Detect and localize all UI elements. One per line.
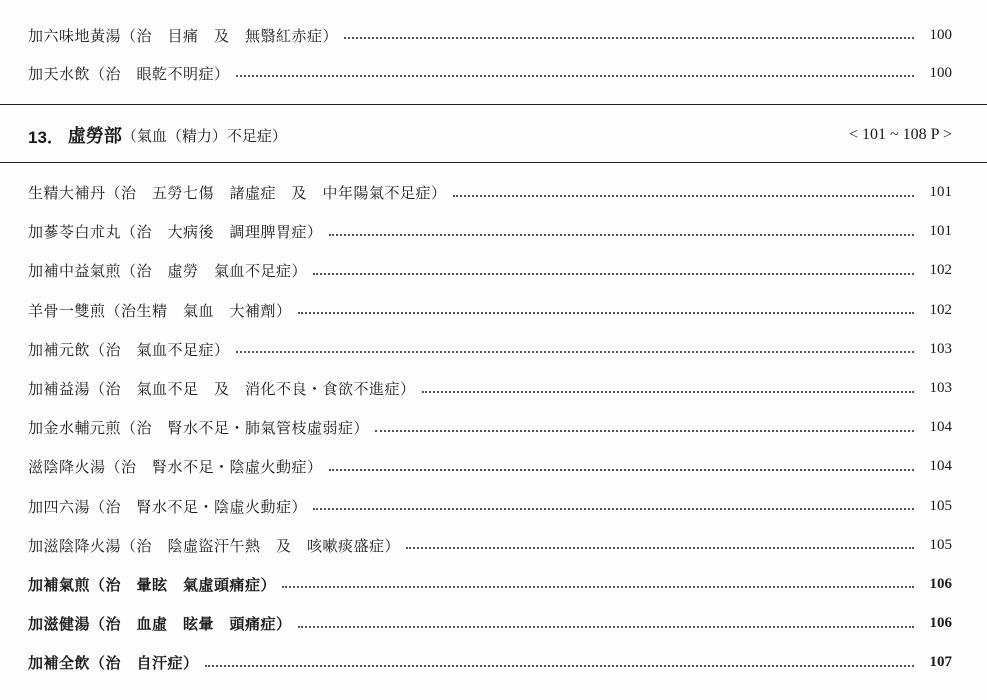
toc-entry-title: 羊骨一雙煎（治生精 氣血 大補劑） — [28, 301, 292, 320]
toc-dot-leader — [236, 351, 914, 353]
toc-entry — [28, 251, 952, 290]
section-name: 虛勞部 — [67, 126, 122, 147]
toc-entry-page-number: 105 — [929, 536, 952, 553]
toc-entry-title: 加天水飲（治 眼乾不明症） — [28, 64, 230, 83]
toc-entry-title: 加補中益氣煎（治 虛勞 氣血不足症） — [28, 262, 308, 281]
toc-entry — [28, 526, 952, 565]
toc-entry — [28, 487, 952, 526]
toc-dot-leader — [344, 37, 914, 39]
toc-entry-title: 加補氣煎（治 暈眩 氣虛頭痛症） — [28, 575, 277, 594]
toc-entry-title: 加四六湯（治 腎水不足・陰虛火動症） — [28, 497, 308, 516]
toc-dot-leader — [375, 430, 914, 432]
section-page-range: < 101 ~ 108 P > — [848, 126, 952, 143]
toc-dot-leader — [205, 665, 914, 667]
toc-dot-leader — [282, 586, 914, 588]
toc-entry — [28, 604, 952, 643]
toc-list-section-13 — [28, 173, 952, 682]
toc-dot-leader — [329, 469, 914, 471]
toc-dot-leader — [313, 273, 914, 275]
toc-entry-page-number: 102 — [929, 301, 952, 318]
toc-entry-title: 加蔘苓白朮丸（治 大病後 調理脾胃症） — [28, 223, 323, 242]
toc-entry-title: 加補元飲（治 氣血不足症） — [28, 340, 230, 359]
toc-entry-page-number: 102 — [929, 262, 952, 279]
toc-entry — [28, 408, 952, 447]
toc-entry — [28, 565, 952, 604]
section-divider-top — [0, 104, 987, 105]
section-subtitle: （氣血（精力）不足症） — [121, 126, 287, 145]
toc-entry-page-number: 107 — [929, 654, 952, 671]
toc-entry-page-number: 104 — [929, 419, 952, 436]
toc-entry — [28, 643, 952, 682]
toc-entry-page-number: 105 — [929, 497, 952, 514]
toc-entry-page-number: 101 — [929, 223, 952, 240]
toc-entry-title: 加金水輔元煎（治 腎水不足・肺氣管枝虛弱症） — [28, 419, 370, 438]
toc-dot-leader — [298, 312, 914, 314]
toc-entry-title: 加滋健湯（治 血虛 眩暈 頭痛症） — [28, 615, 292, 634]
toc-entry-page-number: 103 — [929, 340, 952, 357]
toc-entry-page-number: 101 — [929, 184, 952, 201]
toc-entry — [28, 16, 952, 54]
toc-entry-title: 加補益湯（治 氣血不足 及 消化不良・食欲不進症） — [28, 380, 416, 399]
toc-dot-leader — [422, 391, 914, 393]
toc-entry-page-number: 104 — [929, 458, 952, 475]
toc-dot-leader — [236, 75, 914, 77]
toc-dot-leader — [453, 195, 914, 197]
toc-entry — [28, 291, 952, 330]
toc-entry-title: 滋陰降火湯（治 腎水不足・陰虛火動症） — [28, 458, 323, 477]
section-number: 13． — [28, 127, 64, 147]
toc-entry-page-number: 100 — [929, 64, 952, 81]
toc-list-previous-section — [28, 16, 952, 92]
toc-entry-title: 加六味地黃湯（治 目痛 及 無翳紅赤症） — [28, 26, 339, 45]
toc-dot-leader — [313, 508, 914, 510]
toc-dot-leader — [298, 626, 914, 628]
toc-entry-page-number: 106 — [929, 575, 952, 592]
toc-entry — [28, 54, 952, 92]
section-heading — [28, 120, 952, 150]
toc-dot-leader — [406, 547, 914, 549]
toc-entry-title: 生精大補丹（治 五勞七傷 諸虛症 及 中年陽氣不足症） — [28, 184, 447, 203]
toc-entry — [28, 173, 952, 212]
toc-entry-page-number: 103 — [929, 380, 952, 397]
toc-entry — [28, 212, 952, 251]
toc-entry — [28, 369, 952, 408]
toc-entry-title: 加滋陰降火湯（治 陰虛盜汗午熱 及 咳嗽痰盛症） — [28, 536, 401, 555]
toc-entry-title: 加補全飲（治 自汗症） — [28, 654, 199, 673]
section-divider-bottom — [0, 162, 987, 163]
toc-entry — [28, 330, 952, 369]
toc-entry-page-number: 106 — [929, 615, 952, 632]
toc-entry-page-number: 100 — [929, 26, 952, 43]
toc-dot-leader — [329, 234, 914, 236]
toc-entry — [28, 447, 952, 486]
